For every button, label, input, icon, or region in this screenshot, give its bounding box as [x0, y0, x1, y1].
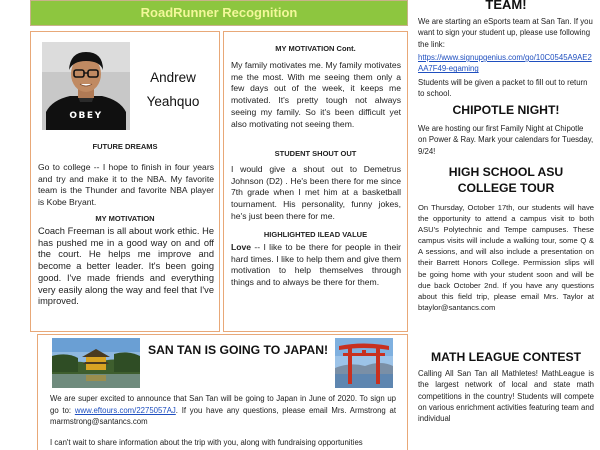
esports-after-text: Students will be given a packet to fill out to return to school. [418, 78, 588, 99]
chipotle-title: CHIPOTLE NIGHT! [452, 103, 560, 117]
motivation-cont-text: My family motivates me. My family motivates me the most. With me seeing them only a few days out of the week, it keeps me motivated. It's pretty tough not always seeing my family. So it's been difficult yet also motivating not seeing them. [231, 60, 401, 129]
future-dreams-text: Go to college -- I hope to finish in four years and try and make it to the NBA. My favorite team is the Thunder and favorite NBA player is Kobe Bryant. [38, 162, 214, 208]
japan-signup-link[interactable]: www.eftours.com/2275057AJ [74, 405, 176, 415]
torii-gate-image [335, 338, 393, 388]
esports-title: TEAM! [485, 0, 527, 12]
value-text [231, 242, 401, 289]
shout-out-heading: STUDENT SHOUT OUT [274, 149, 357, 158]
value-description: -- I like to be there for people in their hard times. I like to help them and give them motivation to help themselves through things and to always be there for them. [231, 242, 401, 288]
motivation-text: Coach Freeman is all about work ethic. He has pushed me in a good way on and off the court. He helps me improve and become a better leader. It's been going good. I've made friends and everything very easily along the way and feel that I've improved. [38, 226, 214, 307]
golden-pavilion-image [52, 338, 140, 388]
esports-signup-link[interactable]: https://www.signupgenius.com/go/10C0545A9AE2AA7F49-egaming [418, 53, 592, 74]
japan-line-2: . If you have any questions, please email Mrs. Armstrong at marmstrong@santancs.com [50, 405, 396, 426]
asu-title [412, 164, 600, 196]
math-text: Calling All San Tan all Mathletes! MathLeague is the largest network of local and state math competitions in the country! Students will compete on various enrichment activities featuring team and individual [418, 369, 594, 424]
japan-line-3: I can't wait to share information about the trip with you, along with fundraising opportunities [50, 438, 363, 447]
student-photo [42, 42, 130, 130]
math-title: MATH LEAGUE CONTEST [430, 350, 582, 364]
asu-text: On Thursday, October 17th, our students will have the opportunity to attend a campus visit to both ASU's Polytechnic and Tempe campuses. These campus visits will include a walking tour, some Q & A sessions, and will also include a presentation on their Barrett Honors College. Permission slips will be going home with your student soon and will be due back October 2nd. If you have any questions about this field trip, please email Mrs. Taylor at btaylor@santancs.com [418, 203, 594, 312]
asu-title-line-2: COLLEGE TOUR [457, 181, 555, 195]
student-first-name: Andrew [150, 70, 196, 85]
chipotle-text: We are hosting our first Family Night at Chipotle on Power & Ray. Mark your calendars for Tuesday, 9/24! [418, 124, 594, 156]
value-heading: HIGHLIGHTED ILEAD VALUE [263, 230, 368, 239]
shirt-logo-text: OBEY [69, 111, 103, 121]
motivation-cont-heading: MY MOTIVATION Cont. [275, 44, 356, 53]
student-name [133, 66, 213, 114]
esports-text: We are starting an eSports team at San Tan. If you want to sign your student up, please use following the link: [418, 17, 593, 49]
japan-text [50, 393, 396, 428]
student-last-name: Yeahquo [146, 94, 200, 109]
value-label: Love [231, 242, 252, 252]
shout-out-text: I would give a shout out to Demetrus Johnson (D2) . He's been there for me since 7th grade when I met him at a basketball tournament. His personality, funny jokes, he's just been there for me. [231, 164, 401, 221]
japan-line-1: We are super excited to announce that San Tan will be going to Japan in June of 2020. To sign up go to: [50, 394, 396, 415]
future-dreams-heading: FUTURE DREAMS [92, 142, 158, 151]
motivation-heading: MY MOTIVATION [95, 214, 155, 223]
japan-title: SAN TAN IS GOING TO JAPAN! [147, 343, 329, 357]
page-banner: RoadRunner Recognition [30, 0, 408, 26]
asu-title-line-1: HIGH SCHOOL ASU [448, 165, 564, 179]
